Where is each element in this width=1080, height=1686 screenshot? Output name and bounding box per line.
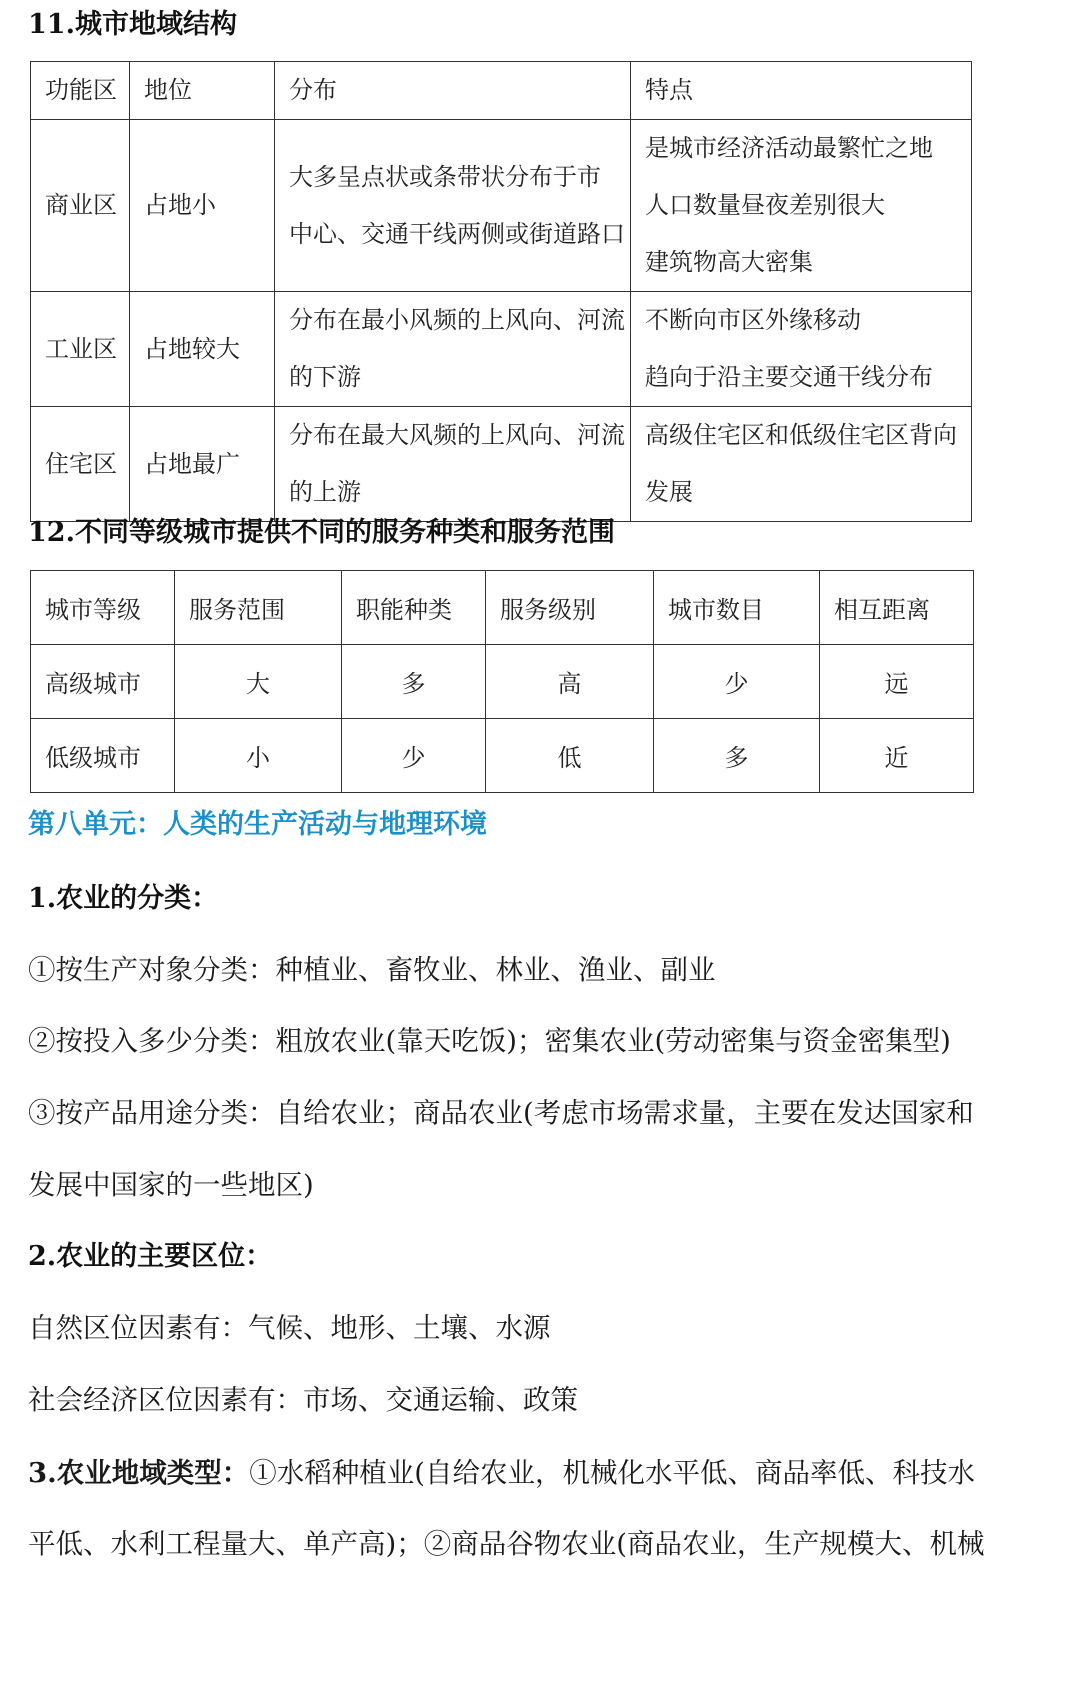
zone-cell: 住宅区 [31, 407, 130, 522]
zone-cell: 工业区 [31, 292, 130, 407]
value-cell: 远 [820, 645, 974, 719]
value-cell: 大 [175, 645, 342, 719]
feature-line: 趋向于沿主要交通干线分布 [645, 363, 933, 391]
table-header-row [31, 62, 972, 120]
distribution-line: 中心、交通干线两侧或街道路口 [289, 219, 625, 248]
features-cell [631, 120, 972, 292]
agri-types-text: ①水稻种植业(自给农业，机械化水平低、商品率低、科技水 [249, 1457, 975, 1489]
agri-types-title: 3.农业地域类型： [28, 1457, 250, 1489]
header-cell: 特点 [631, 62, 972, 120]
distribution-line: 分布在最小风频的上风向、河流 [289, 306, 625, 334]
unit-8-title: 第八单元：人类的生产活动与地理环境 [28, 809, 487, 840]
distribution-line: 的下游 [289, 363, 361, 391]
header-cell: 服务级别 [486, 571, 654, 645]
status-cell: 占地较大 [130, 292, 275, 407]
agri-class-item: ③按产品用途分类：自给农业；商品农业(考虑市场需求量，主要在发达国家和 [28, 1097, 974, 1129]
distribution-cell [275, 407, 631, 522]
table-row [31, 719, 974, 793]
distribution-line: 大多呈点状或条带状分布于市 [289, 162, 601, 191]
agri-types-line: 平低、水利工程量大、单产高)；②商品谷物农业(商品农业，生产规模大、机械 [28, 1528, 985, 1560]
features-cell [631, 292, 972, 407]
distribution-line: 分布在最大风频的上风向、河流 [289, 421, 625, 449]
header-cell: 分布 [275, 62, 631, 120]
features-cell [631, 407, 972, 522]
table-row [31, 645, 974, 719]
distribution-line: 的上游 [289, 478, 361, 506]
row-label-cell: 高级城市 [31, 645, 175, 719]
header-cell: 相互距离 [820, 571, 974, 645]
value-cell: 高 [486, 645, 654, 719]
value-cell: 少 [654, 645, 820, 719]
table-row [31, 120, 972, 292]
distribution-cell [275, 120, 631, 292]
header-cell: 城市数目 [654, 571, 820, 645]
section-11-title: 11.城市地域结构 [28, 9, 237, 40]
value-cell: 低 [486, 719, 654, 793]
table-row [31, 407, 972, 522]
feature-line: 是城市经济活动最繁忙之地 [645, 134, 933, 162]
agri-class-item: ①按生产对象分类：种植业、畜牧业、林业、渔业、副业 [28, 954, 716, 986]
feature-line: 建筑物高大密集 [645, 248, 813, 276]
value-cell: 少 [342, 719, 486, 793]
feature-line: 不断向市区外缘移动 [645, 306, 861, 334]
feature-line: 人口数量昼夜差别很大 [645, 191, 885, 219]
header-cell: 职能种类 [342, 571, 486, 645]
table-header-row [31, 571, 974, 645]
city-level-table [30, 570, 974, 793]
value-cell: 近 [820, 719, 974, 793]
value-cell: 小 [175, 719, 342, 793]
agri-class-item: ②按投入多少分类：粗放农业(靠天吃饭)；密集农业(劳动密集与资金密集型) [28, 1025, 951, 1057]
header-cell: 地位 [130, 62, 275, 120]
value-cell: 多 [342, 645, 486, 719]
value-cell: 多 [654, 719, 820, 793]
section-12-title: 12.不同等级城市提供不同的服务种类和服务范围 [28, 517, 615, 548]
zone-cell: 商业区 [31, 120, 130, 292]
table-row [31, 292, 972, 407]
header-cell: 城市等级 [31, 571, 175, 645]
feature-line: 高级住宅区和低级住宅区背向 [645, 421, 957, 449]
agri-types-line [28, 1456, 975, 1490]
urban-structure-table [30, 61, 972, 522]
agri-location-item: 自然区位因素有：气候、地形、土壤、水源 [28, 1312, 551, 1344]
agri-location-item: 社会经济区位因素有：市场、交通运输、政策 [28, 1384, 578, 1416]
agri-location-title: 2.农业的主要区位： [28, 1241, 273, 1272]
agri-class-title: 1.农业的分类： [28, 883, 219, 914]
distribution-cell [275, 292, 631, 407]
agri-class-item: 发展中国家的一些地区) [28, 1169, 314, 1201]
header-cell: 功能区 [31, 62, 130, 120]
header-cell: 服务范围 [175, 571, 342, 645]
status-cell: 占地最广 [130, 407, 275, 522]
status-cell: 占地小 [130, 120, 275, 292]
feature-line: 发展 [645, 478, 693, 506]
row-label-cell: 低级城市 [31, 719, 175, 793]
